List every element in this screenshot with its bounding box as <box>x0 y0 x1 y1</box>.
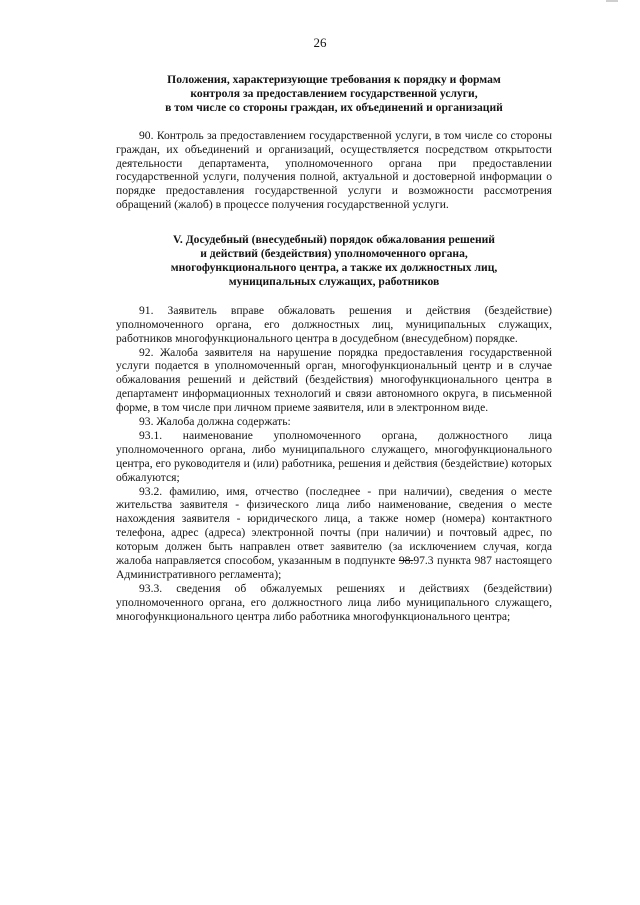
paragraph-91: 91. Заявитель вправе обжаловать решения и действия (бездействие) уполномоченного органа, его должностных лиц, муниципальных служащих, работников многофункционального центра в досудебном (внесудебном) порядке. <box>116 303 552 345</box>
heading-line: контроля за предоставлением государственной услуги, <box>190 86 478 100</box>
paragraph-90: 90. Контроль за предоставлением государственной услуги, в том числе со стороны граждан, их объединений и организаций, осуществляется посредством открытости деятельности департамента, уполномоченного органа при предоставлении государственной услуги, получения полной, актуальной и достоверной информации о порядке предоставления государственной услуги и возможности рассмотрения обращений (жалоб) в процессе получения государственной услуги. <box>116 128 552 212</box>
paragraph-93-2-tail: 97.3 пункта 987 настоящего Административного регламента); <box>116 554 552 581</box>
page-number: 26 <box>313 35 327 50</box>
scan-artifact-mark <box>606 0 618 2</box>
document-body <box>116 73 552 624</box>
heading-line: Положения, характеризующие требования к порядку и формам <box>167 73 501 86</box>
paragraph-93-1: 93.1. наименование уполномоченного органа, должностного лица уполномоченного органа, либо муниципального служащего, многофункционального центра, его руководителя и (или) работника, решения и действия (бездействие) которых обжалуются; <box>116 428 552 484</box>
heading-line: в том числе со стороны граждан, их объединений и организаций <box>165 100 503 114</box>
paragraph-93-3: 93.3. сведения об обжалуемых решениях и действиях (бездействии) уполномоченного органа, его должностного лица либо муниципального служащего, многофункционального центра либо работника многофункционального центра; <box>116 581 552 623</box>
heading-line: многофункционального центра, а также их должностных лиц, <box>170 260 498 274</box>
section-heading-appeal <box>116 233 552 289</box>
section-heading-control <box>116 73 552 115</box>
paragraph-93-2 <box>116 485 552 582</box>
paragraph-93-2-text: 93.2. фамилию, имя, отчество (последнее - при наличии), сведения о месте жительства заявителя - физического лица либо наименование, сведения о месте нахождения заявителя - юридического лица, а также номер (номера) контактного телефона, адрес (адреса) электронной почты (при наличии) и почтовый адрес, по которым должен быть направлен ответ заявителю (за исключением случая, когда жалоба направляется способом, указанным в подпункте <box>116 484 552 568</box>
heading-line: муниципальных служащих, работников <box>228 274 440 288</box>
heading-line: V. Досудебный (внесудебный) порядок обжалования решений <box>173 233 495 247</box>
struck-reference: 98. <box>398 554 414 568</box>
paragraph-93: 93. Жалоба должна содержать: <box>139 415 291 429</box>
paragraph-92: 92. Жалоба заявителя на нарушение порядка предоставления государственной услуги подается в уполномоченный орган, многофункциональный центр и в случае обжалования решений и действий (бездействия) многофункционального центра в департамент информационных технологий и связи автономного округа, в письменной форме, в том числе при личном приеме заявителя, или в электронном виде. <box>116 345 552 415</box>
heading-line: и действий (бездействия) уполномоченного органа, <box>200 247 468 261</box>
